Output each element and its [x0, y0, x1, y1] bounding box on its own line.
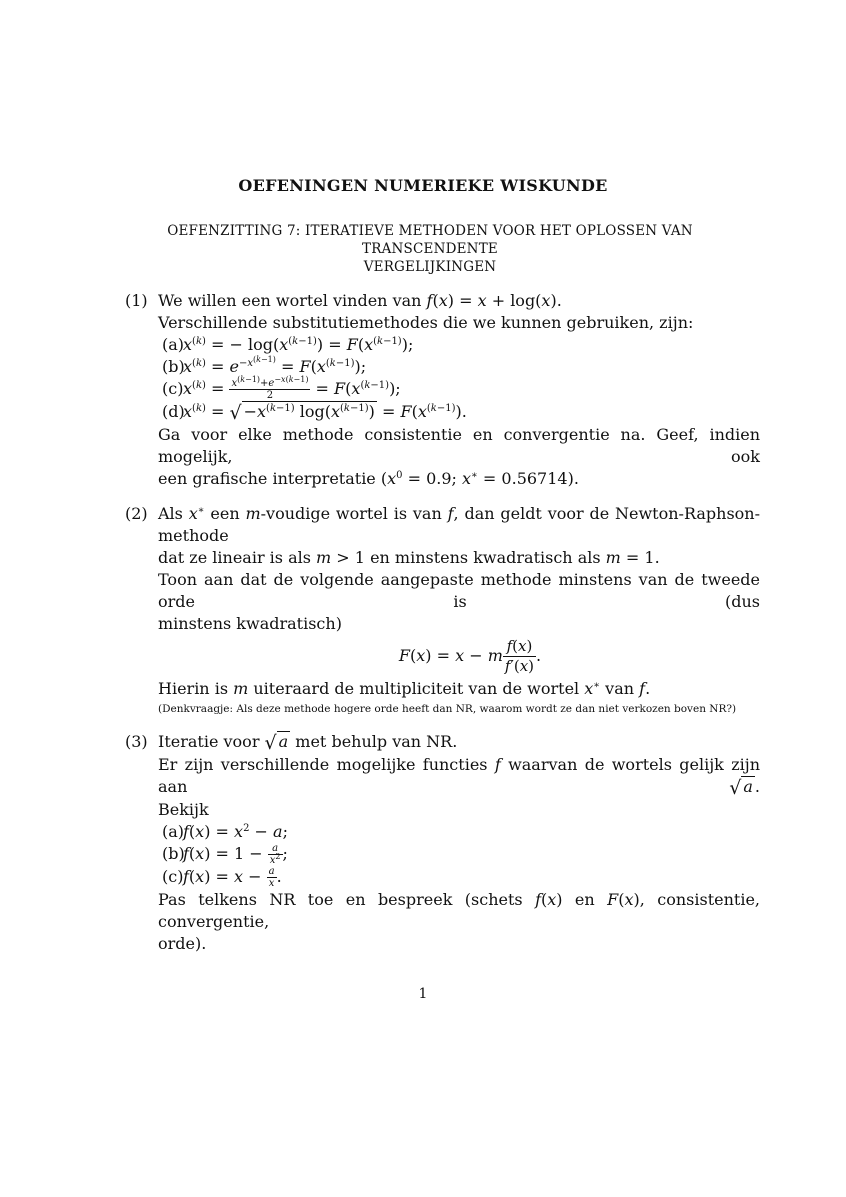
exercise-2 — [125, 503, 760, 718]
item-label: (a) — [162, 335, 185, 354]
function-b — [158, 843, 760, 866]
exercise-3-outro-1: Pas telkens NR toe en bespreek (schets f(x) en F(x), consistentie, convergentie, — [158, 890, 761, 931]
item-label: (c) — [162, 867, 184, 886]
exercise-1-line-2: Verschillende substitutiemethodes die we kunnen gebruiken, zijn: — [158, 313, 694, 332]
page-number: 1 — [418, 986, 428, 1002]
item-label: (c) — [162, 379, 184, 398]
exercise-number: (2) — [125, 504, 148, 523]
item-label: (d) — [162, 402, 185, 421]
method-d — [158, 401, 760, 424]
exercise-1-intro — [158, 290, 760, 312]
exercise-1-outro-1: Ga voor elke methode consistentie en convergentie na. Geef, indien mogelijk, ook — [158, 425, 760, 466]
exercise-3-line-3: Bekijk — [158, 800, 209, 819]
page-subtitle — [100, 222, 760, 276]
exercise-number: (1) — [125, 291, 148, 310]
method-c-formula: $x^{(k)}$ = $\frac{x^{(k-1)}+e^{-x(k-1)}}{2}$ = $F(x^{(k-1)})$; — [183, 375, 401, 401]
function-a-formula: $f(x) = x^2 - a$; — [183, 822, 288, 841]
method-c — [158, 375, 760, 401]
exercise-2-line-5: Hierin is m uiteraard de multipliciteit van de wortel x∗ van f. — [158, 679, 651, 698]
intro-text: We willen een wortel vinden van — [158, 291, 427, 310]
exercise-2-note: (Denkvraagje: Als deze methode hogere orde heeft dan NR, waarom wordt ze dan niet verkozen boven NR?) — [158, 703, 737, 715]
function-c-formula: f(x) = x − $\frac{a}{x}$ . — [183, 866, 282, 889]
function-a — [158, 821, 760, 843]
exercise-1-outro-2: een grafische interpretatie ($x^0 = 0.9$; x∗ = 0.56714). — [158, 469, 579, 488]
exercise-2-line-4: minstens kwadratisch) — [158, 614, 342, 633]
subtitle-line-1: OEFENZITTING 7: ITERATIEVE METHODEN VOOR HET OPLOSSEN VAN TRANSCENDENTE — [167, 223, 693, 257]
method-d-formula: $x^{(k)}$ = √ $-x^{(k-1)}$ $\log(x^{(k-1)}) = F(x^{(k-1)})$. — [183, 402, 467, 424]
method-b-formula: $x^{(k)} = e^{-x^{(k-1)}} = F(x^{(k-1)})$; — [183, 355, 367, 376]
method-a — [158, 334, 760, 356]
subtitle-line-2: VERGELIJKINGEN — [363, 259, 497, 275]
exercise-number: (3) — [125, 732, 148, 751]
item-label: (a) — [162, 822, 185, 841]
item-label: (b) — [162, 357, 185, 376]
modified-newton-formula: F(x) = x − m $\frac{f(x)}{f'(x)}$ . — [398, 637, 542, 675]
exercise-3-line-2: Er zijn verschillende mogelijke functies f waarvan de wortels gelijk zijn aan √ a . — [158, 755, 761, 799]
function-c — [158, 866, 760, 889]
exercise-list — [125, 290, 760, 968]
exercise-3-line-1: Iteratie voor √ a met behulp van NR. — [158, 732, 458, 754]
page-title: OEFENINGEN NUMERIEKE WISKUNDE — [238, 176, 608, 195]
exercise-3 — [125, 731, 760, 955]
exercise-1 — [125, 290, 760, 490]
function-b-formula: f(x) = 1 − $\frac{a}{x^2}$ ; — [183, 843, 288, 866]
intro-formula: f(x) = x + log(x). — [426, 291, 562, 310]
exercise-2-line-2: dat ze lineair is als m > 1 en minstens kwadratisch als m = 1. — [158, 548, 660, 567]
method-a-formula: $x^{(k)}$ = − $\log(x^{(k-1)}) = F(x^{(k-1)})$; — [183, 335, 414, 354]
item-label: (b) — [162, 844, 185, 863]
exercise-2-line-1: Als x∗ een m-voudige wortel is van f, dan geldt voor de Newton-Raphson-methode — [158, 504, 761, 545]
exercise-2-line-3: Toon aan dat de volgende aangepaste methode minstens van de tweede orde is (dus — [158, 570, 760, 611]
exercise-3-outro-2: orde). — [158, 934, 207, 953]
